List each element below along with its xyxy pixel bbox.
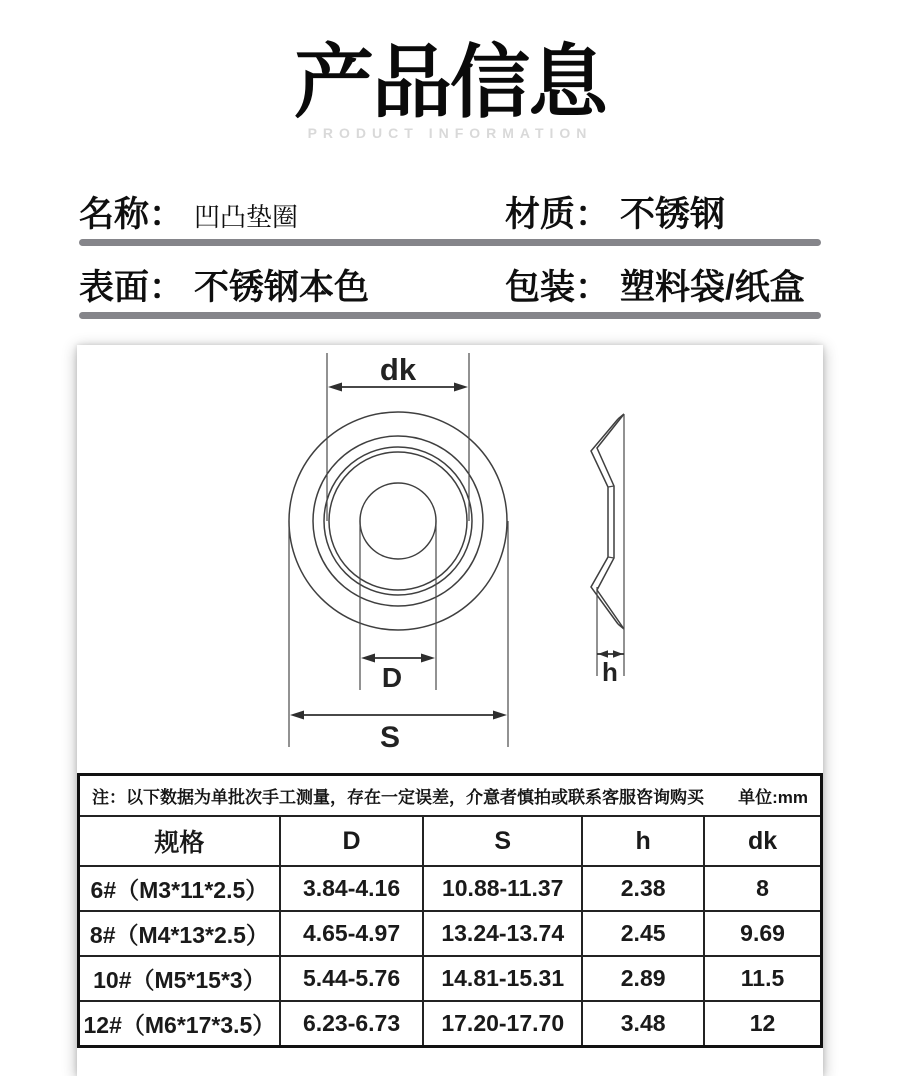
field-packaging-label: 包装： <box>505 268 611 308</box>
field-packaging-value: 塑料袋/纸盒 <box>620 268 805 308</box>
divider <box>79 312 821 319</box>
spec-name-cell: 10#（M5*15*3） <box>79 956 280 1001</box>
column-header-dk: dk <box>704 816 821 866</box>
spec-value-cell: 14.81-15.31 <box>423 956 582 1001</box>
column-header-d: D <box>280 816 423 866</box>
table-header-row <box>79 816 822 866</box>
dk-label: dk <box>379 352 417 388</box>
spec-value-cell: 2.38 <box>582 866 704 911</box>
spec-name-cell: 8#（M4*13*2.5） <box>79 911 280 956</box>
washer-front-view <box>289 412 507 630</box>
spec-value-cell: 8 <box>704 866 821 911</box>
spec-value-cell: 2.89 <box>582 956 704 1001</box>
dimension-h <box>597 414 624 687</box>
table-row <box>79 956 822 1001</box>
column-header-spec: 规格 <box>79 816 280 866</box>
table-row <box>79 911 822 956</box>
field-surface-label: 表面： <box>79 268 185 308</box>
divider <box>79 239 821 246</box>
spec-value-cell: 17.20-17.70 <box>423 1001 582 1047</box>
table-note: 注：以下数据为单批次手工测量，存在一定误差，介意者慎拍或联系客服咨询购买 <box>92 788 704 808</box>
spec-name-cell: 12#（M6*17*3.5） <box>79 1001 280 1047</box>
field-name <box>79 187 505 237</box>
field-packaging <box>505 260 805 310</box>
spec-value-cell: 10.88-11.37 <box>423 866 582 911</box>
page-title: 产品信息 <box>294 38 606 127</box>
spec-table <box>77 773 823 1048</box>
field-name-label: 名称： <box>79 195 185 235</box>
product-spec-panel <box>77 345 823 1076</box>
technical-diagram <box>77 345 823 773</box>
spec-value-cell: 12 <box>704 1001 821 1047</box>
spec-value-cell: 2.45 <box>582 911 704 956</box>
table-row <box>79 1001 822 1047</box>
spec-value-cell: 13.24-13.74 <box>423 911 582 956</box>
info-row-2 <box>79 258 821 312</box>
dimension-d <box>360 521 436 693</box>
spec-value-cell: 4.65-4.97 <box>280 911 423 956</box>
column-header-h: h <box>582 816 704 866</box>
spec-value-cell: 11.5 <box>704 956 821 1001</box>
field-material-label: 材质： <box>505 195 611 235</box>
washer-side-view <box>591 414 624 629</box>
d-label: D <box>381 662 403 694</box>
spec-table-body <box>79 866 822 1047</box>
spec-value-cell: 3.48 <box>582 1001 704 1047</box>
table-unit: 单位:mm <box>738 788 808 808</box>
column-header-s: S <box>423 816 582 866</box>
product-info-section <box>79 185 821 319</box>
h-label: h <box>602 657 618 688</box>
page-subtitle: PRODUCT INFORMATION <box>307 125 593 142</box>
spec-value-cell: 5.44-5.76 <box>280 956 423 1001</box>
field-material <box>505 187 725 237</box>
spec-value-cell: 6.23-6.73 <box>280 1001 423 1047</box>
spec-name-cell: 6#（M3*11*2.5） <box>79 866 280 911</box>
field-surface <box>79 260 505 310</box>
table-row <box>79 866 822 911</box>
s-label: S <box>379 721 401 755</box>
page-header <box>0 0 900 141</box>
field-surface-value: 不锈钢本色 <box>194 268 370 308</box>
field-material-value: 不锈钢 <box>620 195 726 235</box>
field-name-value: 凹凸垫圈 <box>194 202 299 233</box>
table-note-row <box>79 775 822 817</box>
spec-value-cell: 3.84-4.16 <box>280 866 423 911</box>
spec-value-cell: 9.69 <box>704 911 821 956</box>
info-row-1 <box>79 185 821 239</box>
